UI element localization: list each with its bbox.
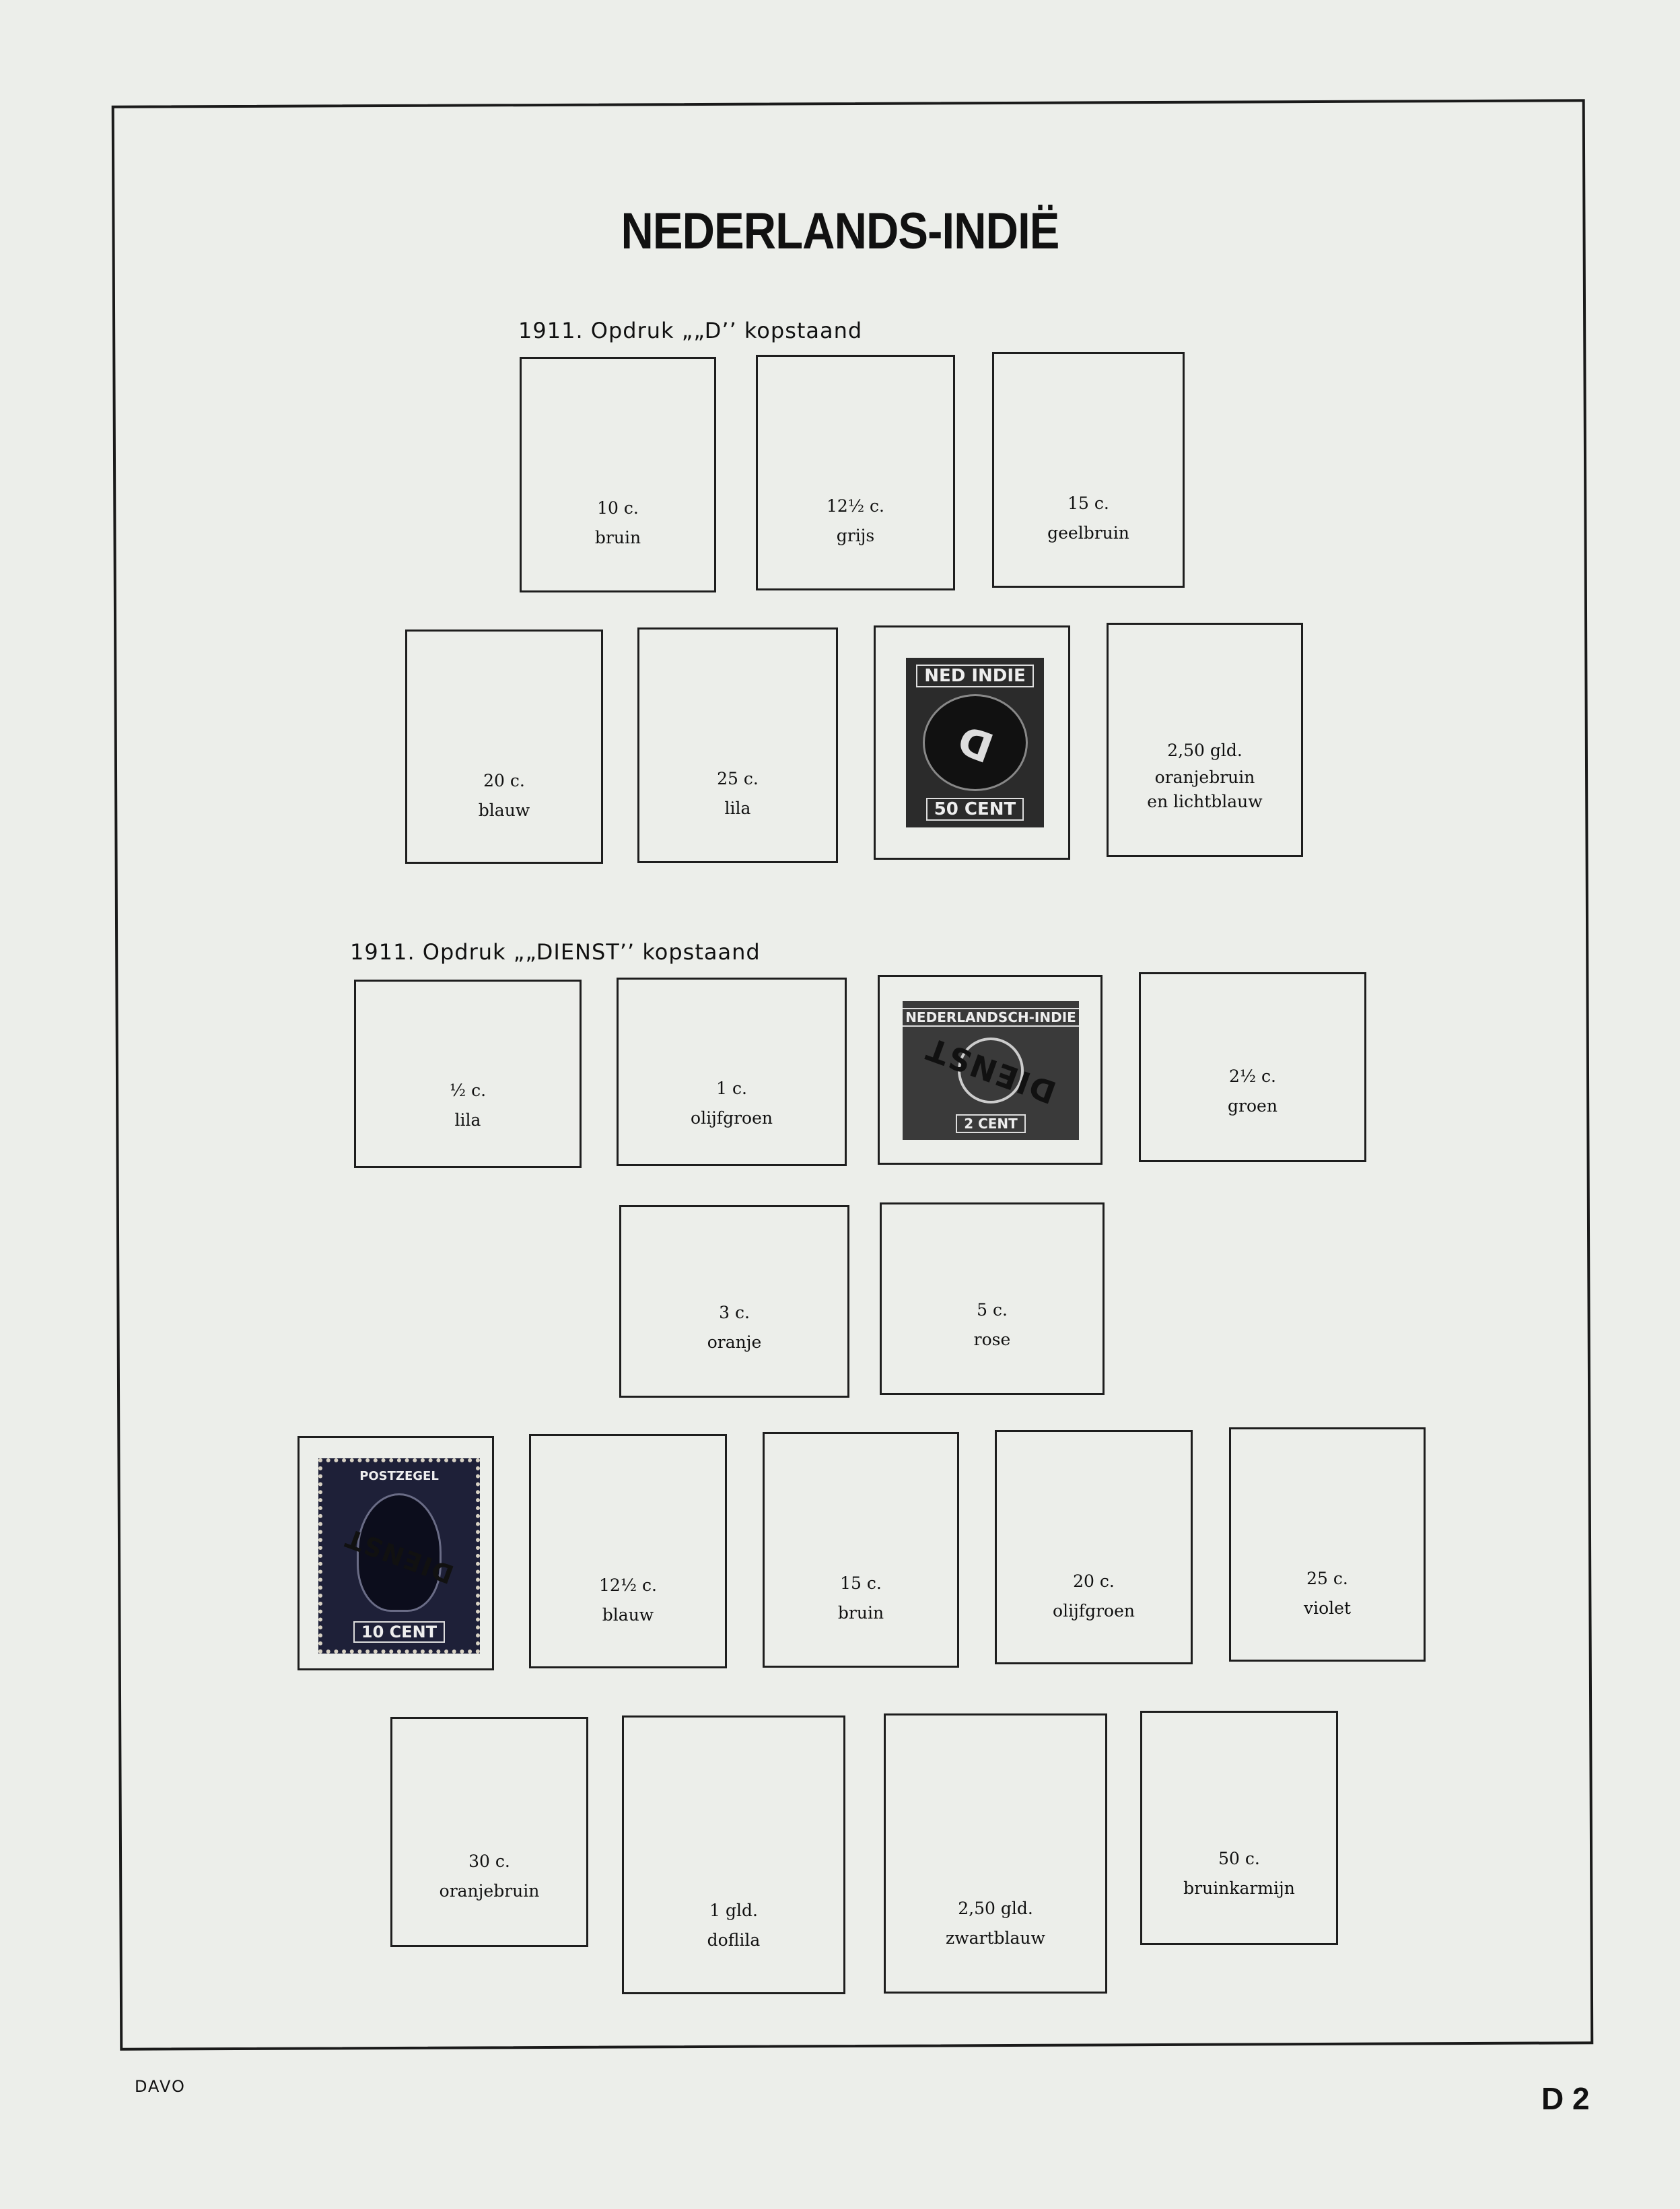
stamp-slot[interactable]	[617, 978, 847, 1166]
stamp-slot[interactable]	[756, 355, 955, 590]
slot-color: oranje	[707, 1332, 762, 1352]
slot-value: 15 c.	[1068, 494, 1109, 513]
slot-value: 2,50 gld.	[1167, 741, 1242, 760]
stamp-slot[interactable]	[619, 1205, 849, 1398]
slot-color: doflila	[707, 1930, 761, 1950]
slot-value: 25 c.	[1306, 1569, 1348, 1588]
slot-value: 1 gld.	[709, 1901, 758, 1920]
page-title: NEDERLANDS-INDIË	[621, 203, 1059, 260]
slot-value: 1 c.	[716, 1079, 747, 1098]
slot-color: zwartblauw	[946, 1928, 1045, 1948]
publisher-label: DAVO	[135, 2077, 186, 2096]
slot-color: bruin	[837, 1603, 884, 1623]
slot-color: grijs	[836, 526, 875, 545]
stamp-slot[interactable]	[520, 357, 716, 592]
stamp-slot[interactable]	[637, 627, 838, 863]
slot-color: violet	[1303, 1598, 1351, 1618]
slot-value: 2,50 gld.	[958, 1899, 1033, 1918]
stamp-slot[interactable]	[1229, 1427, 1426, 1662]
overprint-mark: DIENST	[341, 1522, 458, 1590]
stamp-slot[interactable]	[763, 1432, 959, 1668]
slot-color: bruin	[594, 528, 641, 547]
stamp-slot[interactable]	[880, 1202, 1105, 1395]
stamp-slot[interactable]	[354, 980, 582, 1168]
slot-value: 20 c.	[1073, 1571, 1115, 1591]
slot-color: olijfgroen	[691, 1108, 773, 1128]
overprint-mark: DIENST	[920, 1030, 1061, 1111]
slot-color: rose	[973, 1330, 1011, 1349]
slot-value: 12½ c.	[599, 1575, 657, 1595]
slot-color: blauw	[602, 1605, 654, 1625]
slot-color: oranjebruin	[439, 1881, 540, 1901]
stamp-slot[interactable]	[622, 1715, 845, 1994]
stamp-slot[interactable]	[884, 1713, 1107, 1994]
slot-color: olijfgroen	[1053, 1601, 1135, 1621]
overprint-mark: D	[950, 714, 1000, 771]
slot-value: 50 c.	[1218, 1849, 1260, 1868]
slot-color: geelbruin	[1047, 523, 1129, 543]
stamp-image-50-cent: NED INDIE 50 CENT D	[906, 658, 1044, 827]
slot-value: 5 c.	[977, 1300, 1008, 1320]
slot-color: oranjebruin	[1154, 768, 1255, 787]
stamp-slot[interactable]	[1140, 1711, 1338, 1945]
stamp-image-10-cent: POSTZEGEL 10 CENT DIENST	[318, 1458, 480, 1654]
stamp-slot-filled[interactable]	[878, 975, 1102, 1165]
slot-value: 20 c.	[483, 771, 525, 790]
slot-color-2: en lichtblauw	[1147, 792, 1263, 811]
slot-color: bruinkarmijn	[1183, 1878, 1295, 1898]
slot-value: 2½ c.	[1228, 1066, 1277, 1086]
stamp-slot-filled[interactable]	[298, 1436, 494, 1670]
slot-color: groen	[1228, 1096, 1278, 1116]
slot-color: lila	[724, 798, 751, 818]
slot-value: 25 c.	[717, 769, 759, 788]
slot-value: 15 c.	[840, 1573, 882, 1593]
slot-value: 12½ c.	[827, 496, 884, 516]
slot-value: ½ c.	[449, 1081, 487, 1100]
section-heading-dienst-overprint: 1911. Opdruk „„DIENST’’ kopstaand	[350, 939, 761, 965]
stamp-image-2-cent: NEDERLANDSCH-INDIE 2 CENT DIENST	[903, 1001, 1079, 1140]
slot-color: lila	[454, 1110, 481, 1130]
stamp-slot[interactable]	[1107, 623, 1303, 857]
stamp-slot[interactable]	[529, 1434, 727, 1668]
slot-value: 30 c.	[468, 1851, 510, 1871]
stamp-slot[interactable]	[390, 1717, 588, 1947]
stamp-slot[interactable]	[995, 1430, 1193, 1664]
stamp-slot[interactable]	[1139, 972, 1366, 1162]
slot-value: 3 c.	[719, 1303, 750, 1322]
page-number: D 2	[1541, 2081, 1590, 2116]
slot-value: 10 c.	[597, 498, 639, 518]
stamp-slot[interactable]	[992, 352, 1185, 588]
section-heading-d-overprint: 1911. Opdruk „„D’’ kopstaand	[518, 318, 863, 343]
stamp-slot-filled[interactable]	[874, 625, 1070, 860]
stamp-slot[interactable]	[405, 630, 603, 864]
slot-color: blauw	[478, 801, 530, 820]
